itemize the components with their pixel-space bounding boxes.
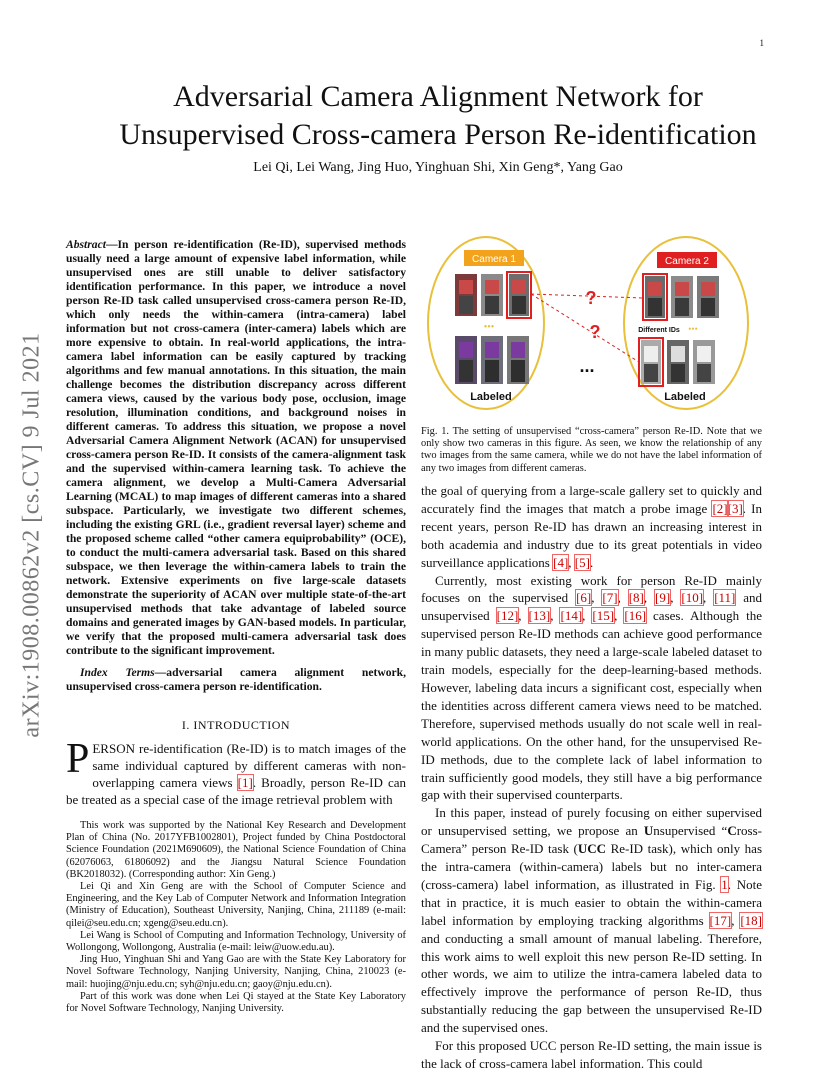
citation-link[interactable]: [17] <box>709 912 732 928</box>
citation-link[interactable]: [14] <box>560 608 583 624</box>
arxiv-stamp: arXiv:1908.00862v2 [cs.CV] 9 Jul 2021 <box>18 332 45 738</box>
citation-link[interactable]: [6] <box>576 590 592 606</box>
paragraph: the goal of querying from a large-scale gallery set to quickly and accurately find the images that match a probe image [2][3]. In recent years, person Re-ID has drawn an increasing interest in both academia and industry due to its great potentials in video surveillance applications [4], [5]. <box>421 483 762 570</box>
citation-link[interactable]: [11] <box>714 590 736 606</box>
citation-link[interactable]: [2] <box>712 500 728 516</box>
camera2-label: Camera 2 <box>665 256 709 267</box>
index-terms-label: Index Terms <box>80 666 155 679</box>
camera1-row2-images <box>455 336 529 384</box>
question-mark-2: ? <box>589 322 601 342</box>
footnote: Jing Huo, Yinghuan Shi and Yang Gao are with the State Key Laboratory for Novel Software Technology, Nanjing University, Nanjing, China, 210023 (e-mail: huojing@nju.edu.cn; syh@nju.edu.cn; gaoy@nju.edu.cn). <box>66 954 406 990</box>
abstract-text: —In person re-identification (Re-ID), supervised methods usually need a large amount of expensive label information, while unsupervised ones are still unable to deliver satisfactory identification performance. In this paper, we introduce a novel person Re-ID task called unsupervised cross-camera person Re-ID, which only needs the within-camera (intra-camera) label information but not cross-camera (inter-camera) labels which are more expensive to obtain. In real-world applications, the intra-camera label information can be easily captured by tracking algorithms and few manual annotations. In this situation, the main challenge becomes the distribution discrepancy across different camera views, caused by the various body pose, occlusion, image resolution, illumination conditions, and background noises in different cameras. To address this situation, we propose a novel Adversarial Camera Alignment Network (ACAN) for unsupervised cross-camera person Re-ID. It consists of the camera-alignment task and the supervised within-camera learning task. To achieve the camera alignment, we develop a Multi-Camera Adversarial Learning (MCAL) to map images of different cameras into a shared subspace. Particularly, we investigate two different schemes, including the existing GRL (i.e., gradient reversal layer) scheme and the proposed scheme called “other camera equiprobability” (OCE), to conduct the multi-camera adversarial task. Based on this shared subspace, we then leverage the within-camera labels to train the network. Extensive experiments on five large-scale datasets demonstrate the superiority of ACAN over multiple state-of-the-art unsupervised methods that take advantage of labeled source domains and generated images by GAN-based models. In particular, we verify that the proposed multi-camera adversarial task does contribute to the significant improvement. <box>66 238 406 657</box>
dots-left: ••• <box>483 322 495 333</box>
intro-paragraph: PERSON re-identification (Re-ID) is to match images of the same individual captured by different cameras with non-overlapping camera views [1]. Broadly, person Re-ID can be treated as a special case of the image retrieval problem with <box>66 736 406 807</box>
camera2-row1-images <box>643 274 719 320</box>
citation-link[interactable]: [16] <box>624 608 647 624</box>
camera1-row1-images <box>455 272 531 318</box>
footnote: Part of this work was done when Lei Qi stayed at the State Key Laboratory for Novel Software Technology, Nanjing University. <box>66 990 406 1015</box>
citation-link[interactable]: [10] <box>681 590 704 606</box>
footnote: Lei Qi and Xin Geng are with the School of Computer Science and Engineering, and the Key Lab of Computer Network and Information Integration (Ministry of Education), Southeast University, Nanjing, China, 211189 (e-mail: qilei@seu.edu.cn; xgeng@seu.edu.cn). <box>66 881 406 929</box>
footnote: This work was supported by the National Key Research and Development Plan of China (No. 2017YFB1002801), Project funded by China Postdoctoral Science Foundation (2021M690609), the National Science Foundation of China (62076063, 61806092) and the Jiangsu Natural Science Foundation (BK2018032). (Corresponding author: Xin Geng.) <box>66 820 406 880</box>
citation-link[interactable]: [9] <box>655 590 671 606</box>
citation-link[interactable]: [3] <box>727 500 743 516</box>
ellipsis: ... <box>579 356 595 376</box>
citation-link[interactable]: [15] <box>592 608 615 624</box>
paragraph: Currently, most existing work for person Re-ID mainly focuses on the supervised [6], [7], [8], [9], [10], [11] and unsupervised [12], [13], [14], [15], [16] cases. Although the supervised person Re-ID methods can achieve good performance in many public datasets, they need a large-scale labeled dataset to train models, especially for the deep-learning-based methods. However, labeling data incurs a significant cost, especially when the identities across different camera views need to be matched. Therefore, supervised methods usually do not scale well in real-world applications. On the other hand, for the unsupervised Re-ID methods, due to the complete lack of label information to train sufficiently good models, they still have a big performance gap with their supervised counterparts. <box>421 572 763 803</box>
citation-link[interactable]: [4] <box>553 554 569 570</box>
different-ids: Different IDs <box>638 327 680 334</box>
paragraph: For this proposed UCC person Re-ID setting, the main issue is the lack of cross-camera label information. This could <box>421 1038 762 1071</box>
citation-link[interactable]: [7] <box>602 590 618 606</box>
author-list: Lei Qi, Lei Wang, Jing Huo, Yinghuan Shi, Xin Geng*, Yang Gao <box>253 160 623 175</box>
figure-link[interactable]: 1 <box>721 876 728 892</box>
figure-caption: Fig. 1. The setting of unsupervised “cross-camera” person Re-ID. Note that we only show two cameras in this figure. As seen, we know the relationship of any two images from the same camera, while we do not have the label information of any two images from different cameras. <box>421 426 762 474</box>
camera2-row2-images <box>639 338 715 386</box>
page-number: 1 <box>759 38 764 48</box>
question-mark-1: ? <box>585 288 597 308</box>
citation-link[interactable]: [12] <box>496 608 519 624</box>
right-column-body <box>421 482 762 1073</box>
dots-right: ••• <box>688 324 698 334</box>
abstract <box>66 238 406 658</box>
figure-illustration <box>421 228 762 418</box>
citation-link[interactable]: [18] <box>740 912 762 928</box>
section-heading: I. INTRODUCTION <box>181 718 291 732</box>
footnote: Lei Wang is School of Computing and Information Technology, University of Wollongong, Wollongong, Australia (e-mail: leiw@uow.edu.au). <box>66 929 406 954</box>
figure-1 <box>421 228 762 418</box>
citation-link[interactable]: [8] <box>628 590 644 606</box>
paragraph: In this paper, instead of purely focusing on either supervised or unsupervised setting, we propose an Unsupervised “Cross-Camera” person Re-ID task (UCC Re-ID task), which only has the intra-camera (within-camera) labels but no inter-camera (cross-camera) label information, as illustrated in Fig. 1. Note that in practice, it is much easier to obtain the within-camera label information by employing tracking algorithms [17], [18] and conducting a small amount of manual labeling. Therefore, this work aims to well exploit this new person Re-ID setting. In other words, we aim to utilize the intra-camera labeled data to effectively improve the performance of person Re-ID, thus substantially reducing the gap between the unsupervised Re-ID and the supervised ones. <box>421 805 763 1036</box>
labeled-right: Labeled <box>664 391 706 403</box>
labeled-left: Labeled <box>470 391 512 403</box>
citation-link[interactable]: [1] <box>237 775 253 790</box>
index-terms: Index Terms—adversarial camera alignment network, unsupervised cross-camera person re-identification. <box>66 666 406 693</box>
citation-link[interactable]: [5] <box>574 554 590 570</box>
paper-title: Adversarial Camera Alignment Network for Unsupervised Cross-camera Person Re-identification <box>119 80 757 151</box>
footnotes <box>66 820 406 1015</box>
drop-cap: P <box>66 736 90 782</box>
citation-link[interactable]: [13] <box>528 608 551 624</box>
abstract-label: Abstract <box>66 238 106 251</box>
camera1-label: Camera 1 <box>472 254 516 265</box>
